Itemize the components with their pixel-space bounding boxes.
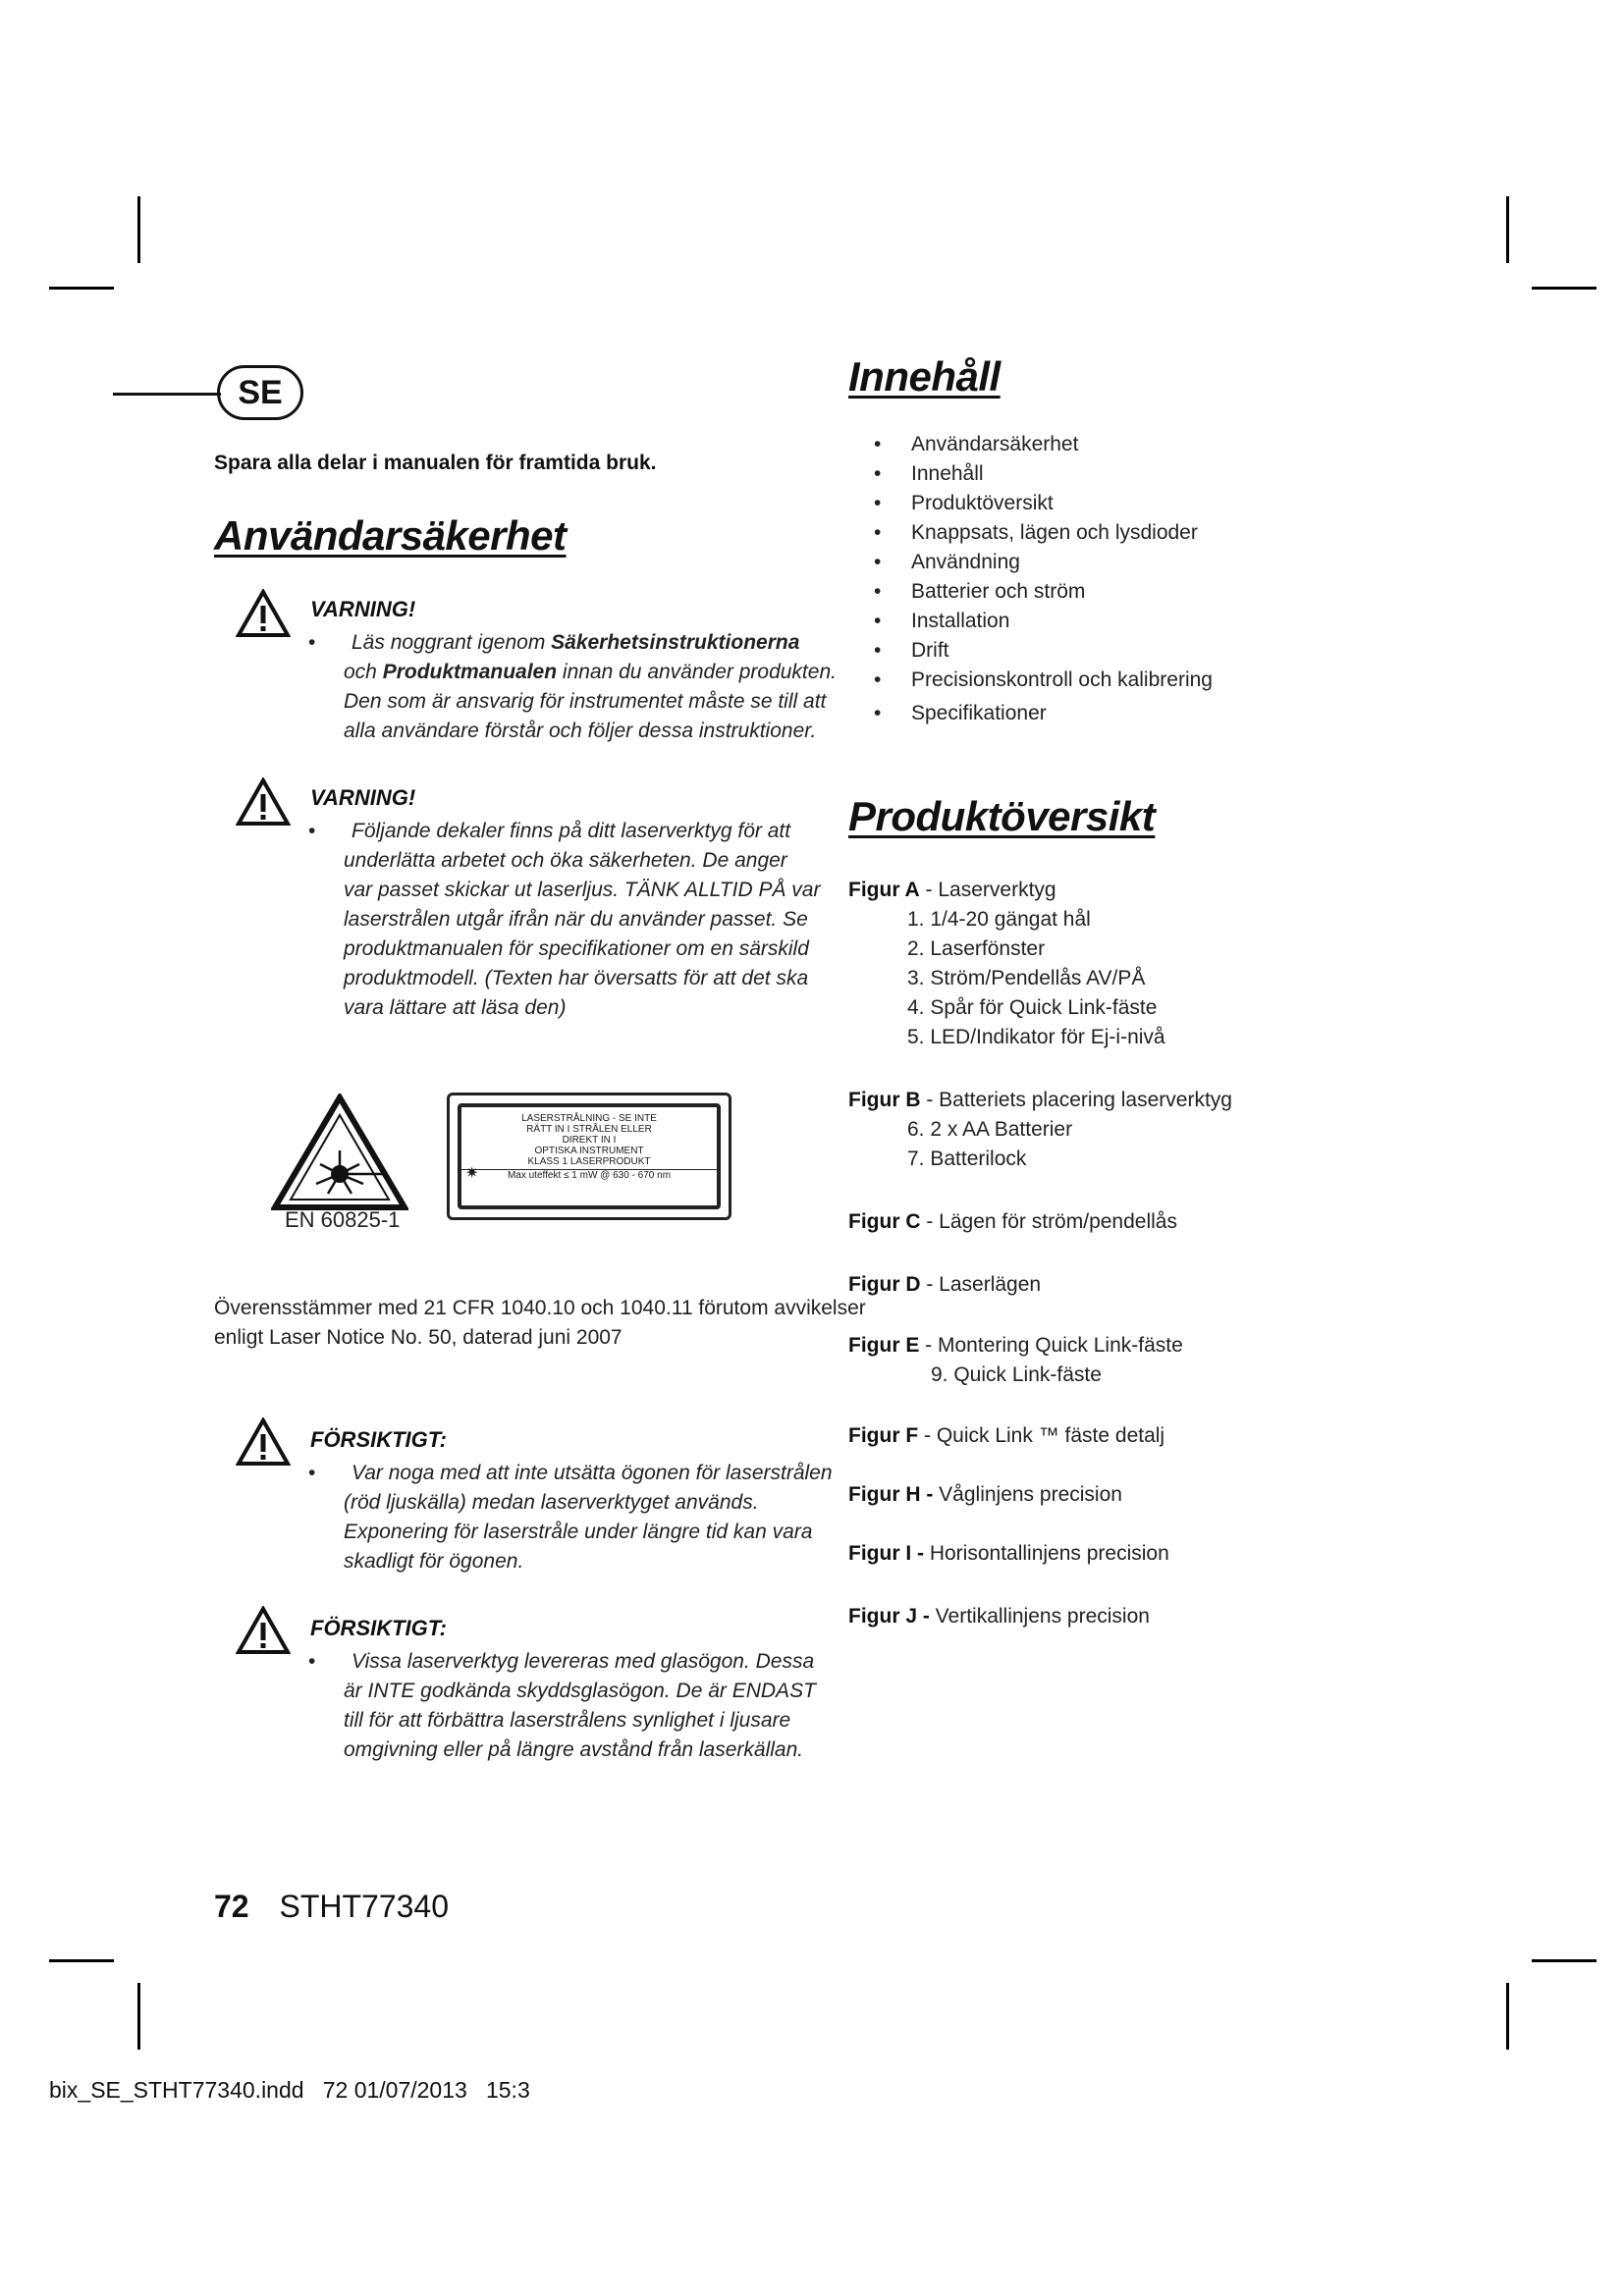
warning-icon	[236, 589, 291, 638]
bullet-icon: •	[308, 1650, 316, 1673]
list-item	[874, 636, 1213, 666]
figure-label: Figur I -	[848, 1542, 924, 1565]
label-line: OPTISKA INSTRUMENT	[534, 1146, 644, 1156]
list-item	[874, 489, 1213, 518]
bullet-icon: •	[874, 610, 882, 632]
warning-icon	[236, 1417, 291, 1467]
list-item-label: Användarsäkerhet	[911, 433, 1079, 455]
figure-d-entry	[848, 1270, 1041, 1300]
caution-text-line: till för att förbättra laserstrålens synlighet i ljusare	[344, 1709, 791, 1732]
compliance-line: Överensstämmer med 21 CFR 1040.10 och 1040.11 förutom avvikelser	[214, 1297, 866, 1319]
intro-note: Spara alla delar i manualen för framtida bruk.	[214, 452, 657, 474]
part-item: 1. 1/4-20 gängat hål	[907, 908, 1091, 931]
crop-mark	[49, 287, 114, 290]
figure-h-entry	[848, 1480, 1122, 1510]
warning-text-bold: Säkerhetsinstruktionerna	[551, 631, 800, 654]
figure-e-entry	[848, 1331, 1183, 1361]
warning-text-post: innan du använder produkten.	[557, 661, 837, 683]
list-item	[874, 459, 1213, 489]
part-item: 3. Ström/Pendellås AV/PÅ	[907, 967, 1146, 989]
list-item-label: Produktöversikt	[911, 492, 1054, 514]
figure-j-entry	[848, 1602, 1150, 1631]
laser-burst-icon: ✷	[465, 1165, 479, 1182]
figure-f-entry	[848, 1421, 1164, 1451]
warning-text-pre: Läs noggrant igenom	[352, 631, 552, 654]
figure-label: Figur J -	[848, 1605, 930, 1628]
bullet-icon: •	[308, 1462, 316, 1484]
warning-text-bold: Produktmanualen	[382, 661, 558, 683]
list-item-label: Användning	[911, 551, 1020, 573]
compliance-line: enligt Laser Notice No. 50, daterad juni 2007	[214, 1326, 623, 1349]
model-number: STHT77340	[279, 1889, 450, 1924]
figure-c-entry	[848, 1207, 1177, 1237]
figure-text: Våglinjens precision	[933, 1483, 1122, 1506]
warning-text-mid: och	[344, 661, 383, 683]
crop-mark	[137, 196, 140, 263]
caution-text-line: är INTE godkända skyddsglasögon. De är ENDAST	[344, 1680, 816, 1702]
bullet-icon: •	[308, 820, 316, 842]
warning-title: VARNING!	[310, 785, 416, 810]
file-slug: bix_SE_STHT77340.indd 72 01/07/2013 15:3	[49, 2077, 530, 2103]
warning-text-line: var passet skickar ut laserljus. TÄNK ALLTID PÅ var	[344, 879, 821, 901]
bullet-icon: •	[874, 668, 882, 691]
warning-title: VARNING!	[310, 597, 416, 621]
warning-icon	[236, 777, 291, 827]
list-item	[874, 518, 1213, 548]
figure-label: Figur D	[848, 1273, 921, 1296]
caution-title: FÖRSIKTIGT:	[310, 1427, 447, 1452]
figure-label: Figur H -	[848, 1483, 934, 1506]
figure-text: - Laserverktyg	[919, 879, 1056, 901]
page-number: 72	[214, 1889, 249, 1924]
warning-text-line: laserstrålen utgår ifrån när du använder passet. Se	[344, 908, 808, 931]
section-heading-overview: Produktöversikt	[848, 793, 1156, 839]
bullet-icon: •	[874, 702, 882, 724]
compliance-text	[214, 1294, 866, 1353]
list-item	[874, 430, 1213, 459]
figure-label: Figur F	[848, 1424, 919, 1447]
warning-text-line: Den som är ansvarig för instrumentet måste se till att	[344, 690, 827, 713]
caution-text	[308, 1647, 854, 1765]
part-item: 7. Batterilock	[907, 1148, 1027, 1170]
bullet-icon: •	[874, 639, 882, 662]
warning-text-line: produktmanualen för specifikationer om en särskild	[344, 937, 809, 960]
list-item	[874, 699, 1213, 728]
list-item-label: Batterier och ström	[911, 580, 1086, 603]
list-item-label: Drift	[911, 639, 949, 662]
figure-text: - Quick Link ™ fäste detalj	[918, 1424, 1165, 1447]
label-line: Max uteffekt ≤ 1 mW @ 630 - 670 nm	[507, 1170, 672, 1181]
bullet-icon: •	[308, 631, 316, 654]
laser-warning-label-inner	[458, 1103, 721, 1209]
part-item: 6. 2 x AA Batterier	[907, 1118, 1073, 1141]
figure-label: Figur C	[848, 1210, 921, 1233]
list-item	[874, 577, 1213, 607]
warning-text-line: produktmodell. (Texten har översatts för att det ska	[344, 967, 809, 989]
crop-mark	[137, 1983, 140, 2050]
crop-mark	[1532, 1959, 1597, 1962]
figure-e-parts	[931, 1361, 1102, 1390]
bullet-icon: •	[874, 551, 882, 573]
figure-b-parts	[907, 1115, 1072, 1174]
list-item-label: Knappsats, lägen och lysdioder	[911, 521, 1198, 544]
page-footer	[214, 1889, 449, 1925]
caution-text-line: Vissa laserverktyg levereras med glasögon. Dessa	[352, 1650, 815, 1673]
laser-hazard-icon	[271, 1094, 408, 1211]
warning-icon	[236, 1606, 291, 1655]
crop-mark	[49, 1959, 114, 1962]
part-item: 5. LED/Indikator för Ej-i-nivå	[907, 1026, 1165, 1048]
label-line: DIREKT IN I	[562, 1135, 617, 1146]
figure-text: - Lägen för ström/pendellås	[920, 1210, 1177, 1233]
part-item: 9. Quick Link-fäste	[931, 1363, 1102, 1386]
standard-label: EN 60825-1	[285, 1207, 401, 1232]
label-line: RÄTT IN I STRÅLEN ELLER	[526, 1124, 652, 1135]
caution-text-line: omgivning eller på längre avstånd från laserkällan.	[344, 1738, 804, 1761]
warning-text-line: alla användare förstår och följer dessa instruktioner.	[344, 720, 817, 742]
list-item-label: Installation	[911, 610, 1010, 632]
warning-text-line: underlätta arbetet och öka säkerheten. De anger	[344, 849, 787, 872]
caution-text-line: skadligt för ögonen.	[344, 1550, 524, 1573]
figure-text: Horisontallinjens precision	[924, 1542, 1169, 1565]
crop-mark	[1506, 1983, 1509, 2050]
part-item: 2. Laserfönster	[907, 937, 1046, 960]
list-item-label: Innehåll	[911, 462, 984, 485]
figure-a-parts	[907, 905, 1165, 1052]
label-line: KLASS 1 LASERPRODUKT	[527, 1156, 651, 1167]
section-heading-safety: Användarsäkerhet	[214, 512, 567, 559]
section-heading-contents: Innehåll	[848, 353, 1001, 400]
figure-text: - Montering Quick Link-fäste	[919, 1334, 1183, 1357]
list-item-label: Specifikationer	[911, 702, 1047, 724]
list-item	[874, 607, 1213, 636]
caution-text-line: Var noga med att inte utsätta ögonen för laserstrålen	[352, 1462, 833, 1484]
figure-label: Figur E	[848, 1334, 920, 1357]
caution-text-line: Exponering för laserstråle under längre tid kan vara	[344, 1521, 813, 1543]
caution-title: FÖRSIKTIGT:	[310, 1616, 447, 1640]
figure-text: - Batteriets placering laserverktyg	[920, 1089, 1232, 1111]
language-badge	[113, 363, 309, 424]
crop-mark	[1506, 196, 1509, 263]
contents-list	[874, 430, 1213, 728]
caution-text-line: (röd ljuskälla) medan laserverktyget används.	[344, 1491, 759, 1514]
language-badge-label: SE	[217, 365, 303, 420]
laser-warning-label	[447, 1093, 731, 1220]
crop-mark	[1532, 287, 1597, 290]
list-item	[874, 666, 1213, 695]
warning-text	[308, 628, 854, 746]
list-item-label: Precisionskontroll och kalibrering	[911, 668, 1213, 691]
figure-b-entry	[848, 1086, 1232, 1115]
figure-text: Vertikallinjens precision	[929, 1605, 1150, 1628]
figure-a-entry	[848, 876, 1056, 905]
bullet-icon: •	[874, 580, 882, 603]
figure-label: Figur A	[848, 879, 920, 901]
warning-text	[308, 817, 854, 1023]
bullet-icon: •	[874, 492, 882, 514]
warning-text-line: Följande dekaler finns på ditt laserverktyg för att	[352, 820, 791, 842]
bullet-icon: •	[874, 462, 882, 485]
figure-text: - Laserlägen	[920, 1273, 1042, 1296]
bullet-icon: •	[874, 521, 882, 544]
warning-text-line: vara lättare att läsa den)	[344, 996, 567, 1019]
list-item	[874, 548, 1213, 577]
label-line: LASERSTRÅLNING - SE INTE	[521, 1113, 657, 1124]
caution-text	[308, 1459, 854, 1576]
part-item: 4. Spår för Quick Link-fäste	[907, 996, 1158, 1019]
figure-i-entry	[848, 1539, 1169, 1569]
bullet-icon: •	[874, 433, 882, 455]
figure-label: Figur B	[848, 1089, 921, 1111]
